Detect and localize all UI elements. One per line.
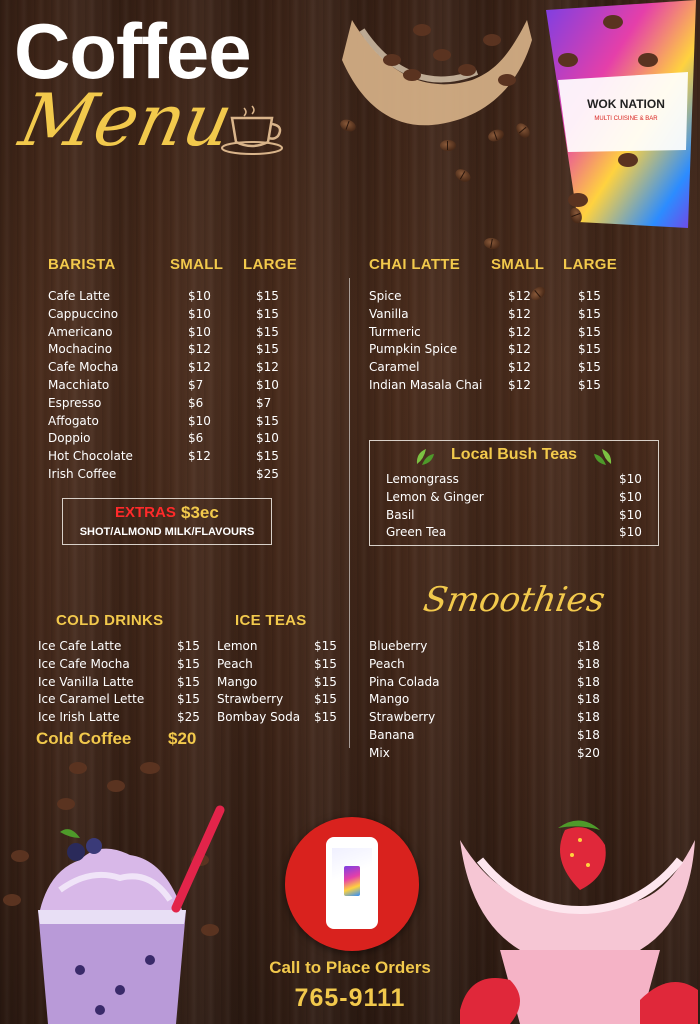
item-name: Cafe Latte [48, 289, 110, 303]
menu-item-row [386, 471, 644, 489]
item-price: $15 [314, 639, 337, 653]
item-price: $10 [619, 489, 642, 504]
item-name: Mochacino [48, 342, 113, 357]
item-price-small: $7 [188, 377, 204, 392]
menu-item-row [369, 727, 609, 745]
item-name: Hot Chocolate [48, 449, 133, 464]
item-name: Blueberry [369, 639, 428, 653]
item-price: $15 [314, 692, 337, 707]
item-price: $15 [177, 692, 200, 707]
coffee-splash-image [292, 0, 542, 140]
cold-coffee-label: Cold Coffee [36, 729, 132, 748]
item-name: Mango [369, 692, 410, 707]
menu-item-row [38, 674, 208, 692]
menu-item-row [217, 638, 347, 656]
menu-item-row [48, 324, 298, 342]
item-name: Ice Irish Latte [38, 710, 120, 725]
item-price: $15 [314, 656, 337, 671]
call-to-order-label: Call to Place Orders [269, 958, 431, 977]
coffee-bean-icon [483, 237, 501, 251]
item-name: Bombay Soda [217, 710, 301, 725]
menu-item-row [217, 656, 347, 674]
bush-teas-heading: Local Bush Teas [451, 446, 577, 463]
item-name: Caramel [369, 360, 420, 375]
item-name: Mango [217, 674, 258, 689]
item-name: Affogato [48, 413, 99, 428]
item-price-small: $12 [188, 360, 211, 375]
item-price-large: $10 [256, 377, 279, 392]
item-name: Pina Colada [369, 674, 440, 689]
item-price: $18 [577, 710, 600, 725]
smoothies-list [369, 638, 609, 763]
item-price: $10 [619, 472, 642, 486]
item-name: Vanilla [369, 306, 409, 321]
extras-box [62, 498, 272, 545]
item-name: Peach [369, 656, 405, 671]
item-price: $15 [314, 674, 337, 689]
menu-item-row [369, 341, 649, 359]
menu-item-row [38, 638, 208, 656]
item-name: Mix [369, 745, 390, 760]
item-name: Basil [386, 507, 415, 522]
item-price-small: $10 [188, 306, 211, 321]
item-name: Ice Vanilla Latte [38, 674, 134, 689]
menu-item-row [48, 288, 298, 306]
smoothies-heading: Smoothies [420, 580, 609, 620]
menu-item-row [369, 288, 649, 306]
menu-item-row [48, 341, 298, 359]
item-name: Espresso [48, 395, 102, 410]
item-price-large: $15 [256, 413, 279, 428]
item-name: Turmeric [369, 324, 421, 339]
item-price-small: $10 [188, 289, 211, 303]
menu-item-row [38, 709, 208, 727]
item-name: Indian Masala Chai [369, 377, 483, 392]
extras-options: SHOT/ALMOND MILK/FLAVOURS [79, 526, 255, 538]
item-name: Macchiato [48, 377, 110, 392]
item-price: $15 [177, 674, 200, 689]
item-price: $15 [177, 639, 200, 653]
item-price-large: $15 [578, 377, 601, 392]
menu-item-row [369, 306, 649, 324]
menu-title: Coffee [14, 7, 251, 95]
cold-drinks-list [38, 638, 208, 727]
item-price: $15 [177, 656, 200, 671]
item-price-small: $12 [188, 342, 211, 357]
item-name: Irish Coffee [48, 466, 117, 481]
item-name: Ice Cafe Latte [38, 639, 122, 653]
menu-item-row [369, 324, 649, 342]
chai-large-heading: LARGE [563, 256, 617, 273]
item-price-large: $15 [578, 306, 601, 321]
menu-item-row [369, 745, 609, 763]
menu-item-row [369, 638, 609, 656]
phone-number[interactable]: 765-9111 [294, 984, 406, 1012]
item-price: $15 [314, 710, 337, 725]
menu-item-row [48, 466, 298, 484]
item-price-large: $7 [256, 395, 272, 410]
item-price-small: $12 [508, 306, 531, 321]
phone-icon [326, 837, 378, 929]
menu-item-row [386, 524, 644, 542]
barista-heading: BARISTA [48, 256, 116, 273]
menu-item-row [217, 674, 347, 692]
item-price-large: $15 [256, 449, 279, 464]
item-price-large: $25 [256, 466, 279, 481]
item-price-small: $12 [508, 360, 531, 375]
item-name: Peach [217, 656, 253, 671]
chai-small-heading: SMALL [491, 256, 545, 273]
branded-cup-image [538, 0, 700, 230]
menu-item-row [48, 430, 298, 448]
menu-item-row [217, 709, 347, 727]
item-name: Cafe Mocha [48, 360, 119, 375]
item-price-large: $15 [578, 360, 601, 375]
item-price-small: $6 [188, 431, 204, 446]
barista-list [48, 288, 298, 484]
item-name: Americano [48, 324, 113, 339]
coffee-bean-icon [440, 140, 456, 151]
ice-teas-heading: ICE TEAS [235, 612, 307, 629]
item-price-large: $15 [256, 306, 279, 321]
item-price: $10 [619, 525, 642, 540]
menu-item-row [48, 377, 298, 395]
menu-item-row [48, 306, 298, 324]
item-name: Pumpkin Spice [369, 342, 458, 357]
item-price-large: $10 [256, 431, 279, 446]
item-price-large: $12 [256, 360, 279, 375]
item-name: Green Tea [386, 525, 447, 540]
cup-brand-tagline: MULTI CUISINE & BAR [594, 116, 658, 122]
menu-item-row [369, 377, 649, 395]
item-name: Banana [369, 727, 415, 742]
item-price-large: $15 [256, 324, 279, 339]
leaf-icon [592, 445, 614, 467]
item-price-small: $6 [188, 395, 204, 410]
item-price: $25 [177, 710, 200, 725]
item-price: $18 [577, 656, 600, 671]
item-name: Lemon [217, 639, 258, 653]
menu-item-row [369, 656, 609, 674]
item-price-small: $12 [508, 289, 531, 303]
extras-label: EXTRAS [115, 504, 176, 521]
menu-item-row [369, 674, 609, 692]
coffee-bean-icon [453, 167, 472, 185]
item-name: Spice [369, 289, 402, 303]
menu-item-row [217, 691, 347, 709]
item-name: Cappuccino [48, 306, 119, 321]
menu-item-row [48, 395, 298, 413]
item-price-small: $10 [188, 413, 211, 428]
item-price-large: $15 [256, 342, 279, 357]
bush-teas-box [369, 440, 659, 546]
item-price-large: $15 [256, 289, 279, 303]
item-price-large: $15 [578, 289, 601, 303]
menu-subtitle-script: Menu [13, 78, 241, 162]
item-price-small: $12 [508, 342, 531, 357]
item-price: $18 [577, 727, 600, 742]
item-price-small: $12 [508, 377, 531, 392]
item-name: Strawberry [217, 692, 284, 707]
menu-item-row [369, 709, 609, 727]
menu-item-row [38, 656, 208, 674]
item-price: $18 [577, 674, 600, 689]
chai-heading: CHAI LATTE [369, 256, 461, 273]
menu-item-row [48, 359, 298, 377]
item-name: Lemon & Ginger [386, 489, 484, 504]
bush-teas-list [386, 471, 644, 542]
item-name: Lemongrass [386, 472, 459, 486]
item-price-small: $10 [188, 324, 211, 339]
cold-drinks-heading: COLD DRINKS [56, 612, 164, 629]
item-price-large: $15 [578, 324, 601, 339]
item-name: Doppio [48, 431, 91, 446]
barista-large-heading: LARGE [243, 256, 297, 273]
item-price: $10 [619, 507, 642, 522]
cup-brand-name: WOK NATION [587, 97, 665, 111]
extras-price: $3ec [181, 503, 219, 522]
chai-list [369, 288, 649, 395]
menu-item-row [48, 413, 298, 431]
item-price: $18 [577, 692, 600, 707]
menu-item-row [369, 359, 649, 377]
menu-item-row [386, 507, 644, 525]
barista-small-heading: SMALL [170, 256, 224, 273]
column-divider [349, 278, 350, 748]
item-price: $20 [577, 745, 600, 760]
menu-item-row [48, 448, 298, 466]
item-price-small: $12 [188, 449, 211, 464]
phone-order-button[interactable] [285, 817, 419, 951]
coffee-cup-icon [218, 104, 288, 156]
item-price-small: $12 [508, 324, 531, 339]
item-price: $18 [577, 639, 600, 653]
menu-item-row [38, 691, 208, 709]
menu-item-row [386, 489, 644, 507]
item-name: Ice Cafe Mocha [38, 656, 130, 671]
item-price-large: $15 [578, 342, 601, 357]
item-name: Strawberry [369, 710, 436, 725]
menu-item-row [369, 691, 609, 709]
cold-coffee-price: $20 [168, 729, 197, 748]
ice-teas-list [217, 638, 347, 727]
item-name: Ice Caramel Lette [38, 692, 145, 707]
